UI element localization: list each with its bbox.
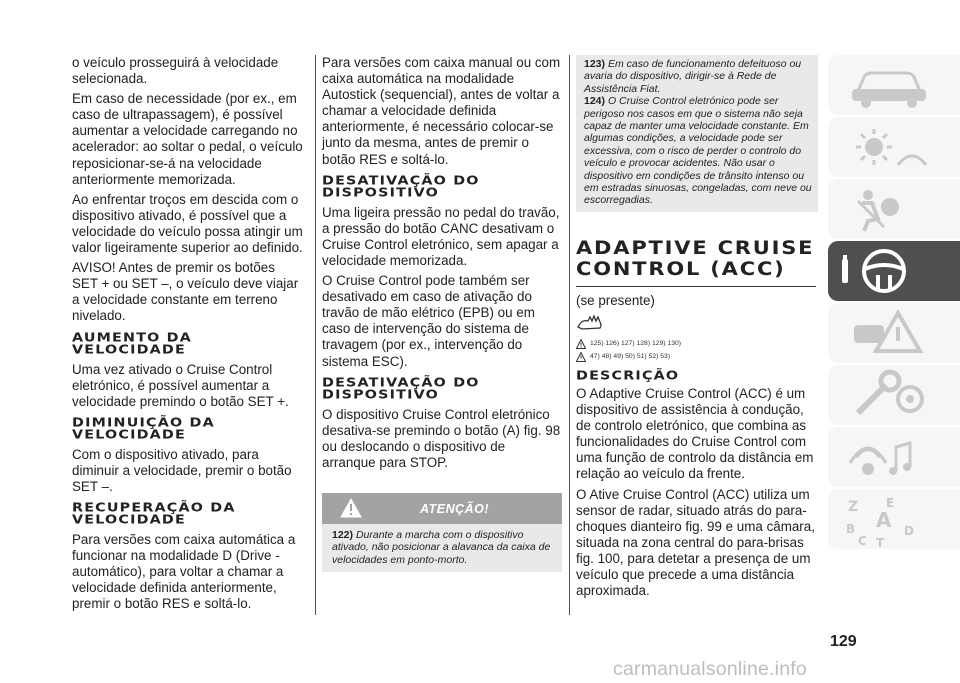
- chapter-tab-strip: [828, 55, 960, 551]
- column-right: [576, 55, 818, 603]
- availability-note: (se presente): [576, 292, 655, 308]
- airbag-safety-icon: [828, 179, 960, 239]
- note-text: O Cruise Control eletrónico pode ser perigoso nos casos em que o sistema não seja capaz de manter uma velocidade constante. Em algumas condições, a velocidade pode ser excessiva, com o risco de perder o controlo do veículo e provocar acidentes. Não usar o dispositivo em condições de trânsito intenso ou em estradas sinuosas, congeladas, com neve ou escorregadias.: [584, 95, 812, 207]
- multimedia-icon: [828, 427, 960, 487]
- warning-triangle-icon: [828, 303, 960, 363]
- info-icon: [576, 352, 586, 362]
- references-row: [576, 339, 818, 349]
- paragraph: AVISO! Antes de premir os botões SET + ou SET –, o veículo deve viajar a velocidade constante em terreno nivelado.: [72, 260, 299, 324]
- tab-index[interactable]: [828, 489, 960, 549]
- paragraph: O Cruise Control pode também ser desativado em caso de ativação do travão de mão elétrico (EPB) ou em caso de intervenção do sistema de travagem (por ex., intervenção do sistema ESC).: [322, 273, 535, 369]
- index-letter: D: [904, 524, 914, 538]
- column-divider: [315, 55, 316, 615]
- wrench-icon: [828, 365, 960, 425]
- references-row: [576, 352, 818, 362]
- warning-note: [322, 524, 562, 572]
- title-underline: [576, 286, 816, 287]
- tab-vehicle[interactable]: [828, 55, 960, 115]
- index-letter: T: [876, 536, 885, 549]
- index-letter: E: [886, 496, 895, 510]
- warning-title: ATENÇÃO!: [420, 501, 490, 516]
- column-divider: [569, 55, 570, 615]
- paragraph: Para versões com caixa manual ou com caixa automática na modalidade Autostick (sequencial), antes de voltar a chamar a velocidade definida anteriormente, é necessário colocar-se junto da mesma, antes de premir o botão RES e soltá-lo.: [322, 55, 561, 167]
- index-letter: C: [858, 534, 867, 548]
- column-middle: [322, 55, 562, 572]
- section-title: ADAPTIVE CRUISE CONTROL (ACC): [576, 236, 815, 280]
- index-letter: A: [876, 508, 892, 532]
- paragraph: O Adaptive Cruise Control (ACC) é um dispositivo de assistência à condução, de controlo eletrónico, que combina as funcionalidades do Cruise Control com uma função de controlo da distância em relação ao veículo da frente.: [576, 385, 814, 482]
- watermark: carmanualsonline.info: [613, 658, 807, 680]
- reference-numbers: 125) 126) 127) 128) 129) 130): [590, 340, 682, 348]
- paragraph: Uma ligeira pressão no pedal do travão, a pressão do botão CANC desativam o Cruise Control eletrónico, sem apagar a velocidade memorizada.: [322, 204, 560, 268]
- warning-header: [322, 493, 562, 524]
- column-left: [72, 55, 304, 617]
- tab-emergency[interactable]: [828, 303, 960, 363]
- dashboard-lights-icon: [828, 117, 960, 177]
- tab-multimedia[interactable]: [828, 427, 960, 487]
- hand-book-icon: [576, 313, 818, 336]
- note-number: 122): [332, 528, 354, 541]
- index-letter: B: [846, 522, 856, 536]
- warning-triangle-icon: [340, 498, 362, 518]
- tab-driving[interactable]: [828, 241, 960, 301]
- heading-descricao: DESCRIÇÃO: [576, 369, 680, 383]
- tab-safety[interactable]: [828, 179, 960, 239]
- note-number: 124): [584, 95, 606, 108]
- paragraph: o veículo prosseguirá à velocidade selecionada.: [72, 55, 279, 87]
- index-letters-icon: [828, 489, 960, 549]
- tab-dashboard[interactable]: [828, 117, 960, 177]
- heading-desativacao-2: DESATIVAÇÃO DO DISPOSITIVO: [322, 375, 480, 402]
- paragraph: Ao enfrentar troços em descida com o dispositivo ativado, é possível que a velocidade do veículo possa atingir um valor ligeiramente superior ao definido.: [72, 191, 303, 256]
- note-text: Em caso de funcionamento defeituoso ou avaria do dispositivo, dirigir-se à Rede de Assistência Fiat.: [584, 58, 802, 95]
- car-icon: [828, 55, 960, 115]
- paragraph: O dispositivo Cruise Control eletrónico desativa-se premindo o botão (A) fig. 98 ou deslocando o dispositivo de arranque para STOP.: [322, 406, 561, 470]
- heading-diminuicao: DIMINUIÇÃO DA VELOCIDADE: [72, 415, 215, 442]
- paragraph: Para versões com caixa automática a funcionar na modalidade D (Drive - automático), para voltar a chamar a velocidade definida anteriormente, premir o botão RES e soltá-lo.: [72, 532, 296, 612]
- paragraph: Uma vez ativado o Cruise Control eletrónico, é possível aumentar a velocidade premindo o botão SET +.: [72, 361, 289, 409]
- warning-notes-box: [576, 55, 818, 212]
- tab-maintenance[interactable]: [828, 365, 960, 425]
- index-letter: Z: [848, 499, 859, 515]
- paragraph: O Ative Cruise Control (ACC) utiliza um sensor de radar, situado atrás do para-choques dianteiro fig. 99 e uma câmara, situada na zona central do para-brisas fig. 100, para detetar a presença de um veículo que precede a uma distância aproximada.: [576, 486, 815, 599]
- note-text: Durante a marcha com o dispositivo ativado, não posicionar a alavanca da caixa de velocidades em ponto-morto.: [332, 528, 551, 566]
- paragraph: Com o dispositivo ativado, para diminuir a velocidade, premir o botão SET –.: [72, 446, 292, 494]
- note-number: 123): [584, 58, 606, 70]
- heading-desativacao: DESATIVAÇÃO DO DISPOSITIVO: [322, 173, 480, 200]
- page-number: 129: [830, 633, 857, 650]
- heading-recuperacao: RECUPERAÇÃO DA VELOCIDADE: [72, 501, 236, 528]
- steering-wheel-icon: [828, 241, 960, 301]
- heading-aumento: AUMENTO DA VELOCIDADE: [72, 330, 193, 357]
- paragraph: Em caso de necessidade (por ex., em caso de ultrapassagem), é possível aumentar a velocidade carregando no acelerador: ao soltar o pedal, o veículo reposicionar-se-á na velocidade anteriormente memorizada.: [72, 91, 303, 187]
- warning-triangle-icon: [576, 339, 586, 349]
- reference-numbers: 47) 48) 49) 50) 51) 52) 53): [590, 353, 671, 361]
